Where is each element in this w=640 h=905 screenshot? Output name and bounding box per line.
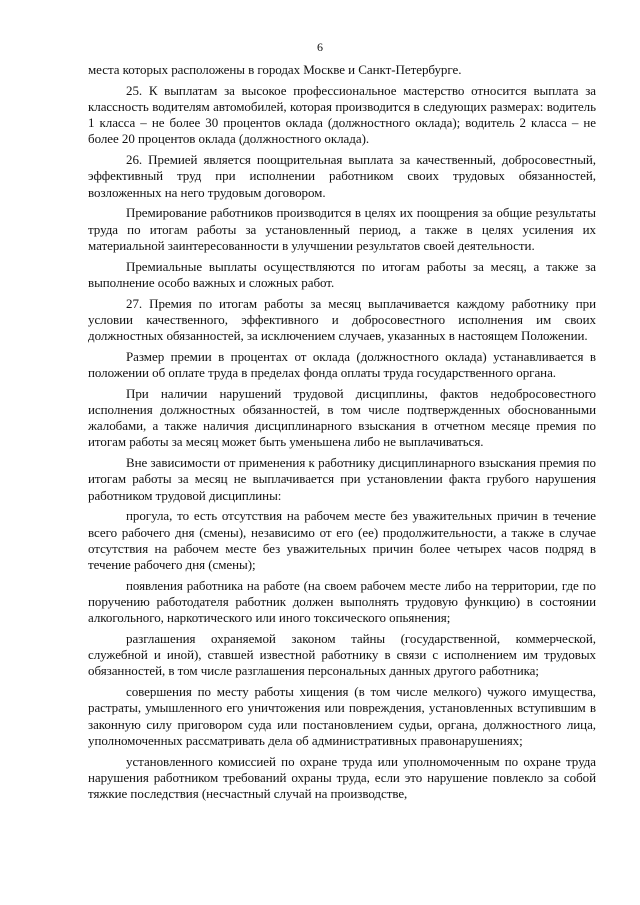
paragraph-continuation: места которых расположены в городах Москве и Санкт-Петербурге. [88,62,462,77]
paragraph: При наличии нарушений трудовой дисциплины, фактов недобросовестного исполнения должностных обязанностей, в том числе подтвержденных обоснованными жалобами, а также наличия дисциплинарного взыскания в отчетном месяце премия по итогам работы за месяц может быть уменьшена либо не выплачиваться. [88,385,596,450]
body-text [88,62,596,807]
paragraph: Премиальные выплаты осуществляются по итогам работы за месяц, а также за выполнение особо важных и сложных работ. [88,258,596,290]
paragraph: Премирование работников производится в целях их поощрения за общие результаты труда по итогам работы за установленный период, а также в целях усиления их материальной заинтересованности в улучшении результатов своей деятельности. [88,205,596,253]
paragraph-item-26: 26. Премией является поощрительная выплата за качественный, добросовестный, эффективный труд при исполнении работником своих трудовых обязанностей, возложенных на него трудовым договором. [88,152,596,200]
paragraph-item-27: 27. Премия по итогам работы за месяц выплачивается каждому работнику при условии качественного, эффективного и добросовестного исполнения им своих должностных обязанностей, за исключением случаев, указанных в настоящем Положении. [88,295,596,344]
paragraph: Размер премии в процентах от оклада (должностного оклада) устанавливается в положении об оплате труда в пределах фонда оплаты труда государственного органа. [88,348,596,381]
page-number: 6 [317,40,323,54]
list-item: разглашения охраняемой законом тайны (государственной, коммерческой, служебной и иной), ставшей известной работнику в связи с исполнением им трудовых обязанностей, в том числе разглашения персональных данных другого работника; [88,631,596,679]
list-item: совершения по месту работы хищения (в том числе мелкого) чужого имущества, растраты, умышленного его уничтожения или повреждения, установленных вступившим в законную силу приговором суда или постановлением судьи, органа, должностного лица, уполномоченных рассматривать дела об административных правонарушениях; [88,684,596,748]
list-item: прогула, то есть отсутствия на рабочем месте без уважительных причин в течение всего рабочего дня (смены), независимо от его (ее) продолжительности, а также в случае отсутствия на рабочем месте без уважительных причин более четырех часов подряд в течение рабочего дня (смены); [88,508,596,573]
paragraph: Вне зависимости от применения к работнику дисциплинарного взыскания премия по итогам работы за месяц не выплачивается при установлении факта грубого нарушения работником трудовой дисциплины: [88,455,596,503]
list-item: появления работника на работе (на своем рабочем месте либо на территории, где по поручению работодателя работник должен выполнять трудовую функцию) в состоянии алкогольного, наркотического или иного токсического опьянения; [88,577,596,626]
list-item: установленного комиссией по охране труда или уполномоченным по охране труда нарушения работником требований охраны труда, если это нарушение повлекло за собой тяжкие последствия (несчастный случай на производстве, [88,753,596,802]
paragraph-item-25: 25. К выплатам за высокое профессиональное мастерство относится выплата за классность водителям автомобилей, которая производится в следующих размерах: водитель 1 класса – не более 30 процентов оклада (должностного оклада); водитель 2 класса – не более 20 процентов оклада (должностного оклада). [88,82,596,147]
